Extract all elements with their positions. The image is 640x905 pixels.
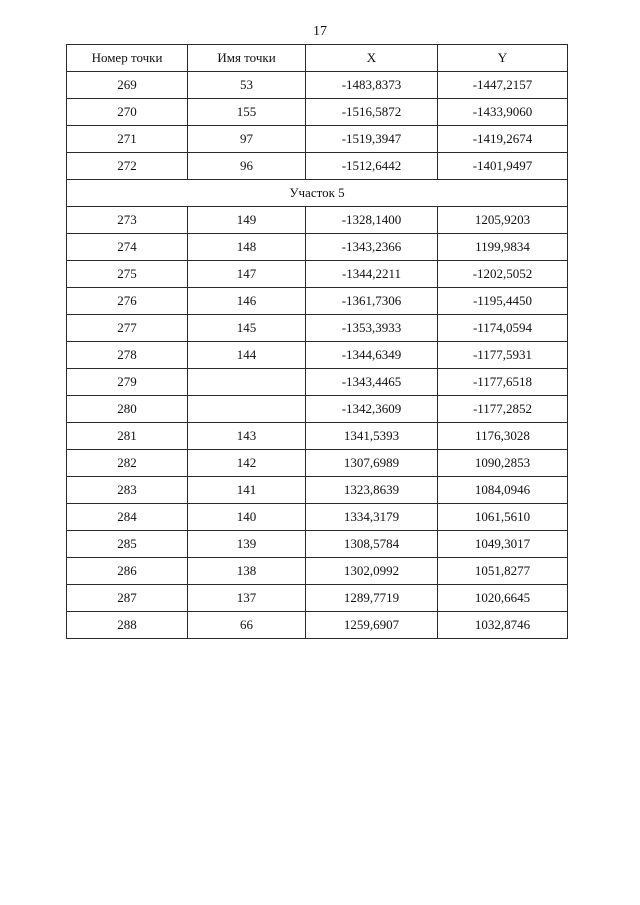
section-body — [67, 180, 568, 207]
cell-point-number: 282 — [67, 450, 188, 477]
cell-x: -1353,3933 — [306, 315, 438, 342]
cell-x: -1519,3947 — [306, 126, 438, 153]
header-point-name: Имя точки — [188, 45, 306, 72]
cell-x: -1344,2211 — [306, 261, 438, 288]
cell-point-number: 278 — [67, 342, 188, 369]
cell-point-number: 270 — [67, 99, 188, 126]
cell-x: -1516,5872 — [306, 99, 438, 126]
cell-y: -1433,9060 — [438, 99, 568, 126]
cell-x: 1307,6989 — [306, 450, 438, 477]
cell-point-name: 139 — [188, 531, 306, 558]
cell-point-name: 147 — [188, 261, 306, 288]
header-x: X — [306, 45, 438, 72]
table-row — [67, 585, 568, 612]
cell-x: 1334,3179 — [306, 504, 438, 531]
table-row — [67, 288, 568, 315]
page-number: 17 — [313, 24, 327, 39]
table-row — [67, 234, 568, 261]
cell-point-number: 283 — [67, 477, 188, 504]
table-row — [67, 261, 568, 288]
table-body-after-section — [67, 207, 568, 639]
cell-point-name: 149 — [188, 207, 306, 234]
table-row — [67, 450, 568, 477]
cell-point-number: 287 — [67, 585, 188, 612]
cell-point-number: 271 — [67, 126, 188, 153]
cell-x: 1323,8639 — [306, 477, 438, 504]
table-row — [67, 396, 568, 423]
cell-point-name: 141 — [188, 477, 306, 504]
cell-x: 1302,0992 — [306, 558, 438, 585]
cell-y: 1020,6645 — [438, 585, 568, 612]
cell-y: -1174,0594 — [438, 315, 568, 342]
cell-x: 1289,7719 — [306, 585, 438, 612]
cell-point-name: 97 — [188, 126, 306, 153]
cell-point-name: 140 — [188, 504, 306, 531]
cell-point-number: 284 — [67, 504, 188, 531]
coordinates-table — [66, 44, 568, 639]
cell-y: -1195,4450 — [438, 288, 568, 315]
cell-y: -1401,9497 — [438, 153, 568, 180]
cell-point-number: 275 — [67, 261, 188, 288]
cell-x: -1342,3609 — [306, 396, 438, 423]
cell-y: 1051,8277 — [438, 558, 568, 585]
table-row — [67, 315, 568, 342]
cell-x: -1344,6349 — [306, 342, 438, 369]
cell-point-name: 148 — [188, 234, 306, 261]
cell-point-name: 145 — [188, 315, 306, 342]
table-body-before-section — [67, 72, 568, 180]
cell-point-name: 144 — [188, 342, 306, 369]
cell-point-number: 279 — [67, 369, 188, 396]
cell-point-name: 155 — [188, 99, 306, 126]
cell-point-name: 142 — [188, 450, 306, 477]
table-row — [67, 126, 568, 153]
table-header-row — [67, 45, 568, 72]
cell-point-name: 143 — [188, 423, 306, 450]
table-row — [67, 531, 568, 558]
cell-point-name — [188, 396, 306, 423]
table-row — [67, 423, 568, 450]
cell-x: -1343,4465 — [306, 369, 438, 396]
cell-x: 1308,5784 — [306, 531, 438, 558]
cell-point-number: 286 — [67, 558, 188, 585]
cell-y: 1061,5610 — [438, 504, 568, 531]
cell-point-name — [188, 369, 306, 396]
cell-point-name: 146 — [188, 288, 306, 315]
cell-point-number: 269 — [67, 72, 188, 99]
cell-y: 1199,9834 — [438, 234, 568, 261]
cell-x: -1328,1400 — [306, 207, 438, 234]
table-row — [67, 504, 568, 531]
table-row — [67, 342, 568, 369]
cell-point-name: 53 — [188, 72, 306, 99]
cell-x: -1483,8373 — [306, 72, 438, 99]
table-row — [67, 207, 568, 234]
cell-point-name: 96 — [188, 153, 306, 180]
cell-point-number: 273 — [67, 207, 188, 234]
table-row — [67, 99, 568, 126]
cell-y: 1176,3028 — [438, 423, 568, 450]
cell-y: 1090,2853 — [438, 450, 568, 477]
cell-y: 1032,8746 — [438, 612, 568, 639]
table-row — [67, 612, 568, 639]
cell-point-name: 138 — [188, 558, 306, 585]
cell-x: -1361,7306 — [306, 288, 438, 315]
table-row — [67, 153, 568, 180]
cell-point-number: 285 — [67, 531, 188, 558]
cell-point-number: 280 — [67, 396, 188, 423]
cell-x: 1341,5393 — [306, 423, 438, 450]
cell-point-number: 281 — [67, 423, 188, 450]
cell-x: -1512,6442 — [306, 153, 438, 180]
table-row — [67, 558, 568, 585]
header-point-number: Номер точки — [67, 45, 188, 72]
cell-y: 1049,3017 — [438, 531, 568, 558]
cell-x: 1259,6907 — [306, 612, 438, 639]
table-row — [67, 477, 568, 504]
cell-point-name: 137 — [188, 585, 306, 612]
cell-y: 1205,9203 — [438, 207, 568, 234]
section-row — [67, 180, 568, 207]
cell-y: -1177,6518 — [438, 369, 568, 396]
cell-y: -1177,5931 — [438, 342, 568, 369]
cell-point-number: 277 — [67, 315, 188, 342]
cell-point-name: 66 — [188, 612, 306, 639]
cell-point-number: 274 — [67, 234, 188, 261]
cell-point-number: 272 — [67, 153, 188, 180]
cell-y: -1177,2852 — [438, 396, 568, 423]
table-row — [67, 72, 568, 99]
cell-point-number: 276 — [67, 288, 188, 315]
cell-y: -1202,5052 — [438, 261, 568, 288]
cell-y: 1084,0946 — [438, 477, 568, 504]
cell-point-number: 288 — [67, 612, 188, 639]
cell-x: -1343,2366 — [306, 234, 438, 261]
section-label: Участок 5 — [67, 180, 568, 207]
cell-y: -1447,2157 — [438, 72, 568, 99]
header-y: Y — [438, 45, 568, 72]
table-row — [67, 369, 568, 396]
cell-y: -1419,2674 — [438, 126, 568, 153]
